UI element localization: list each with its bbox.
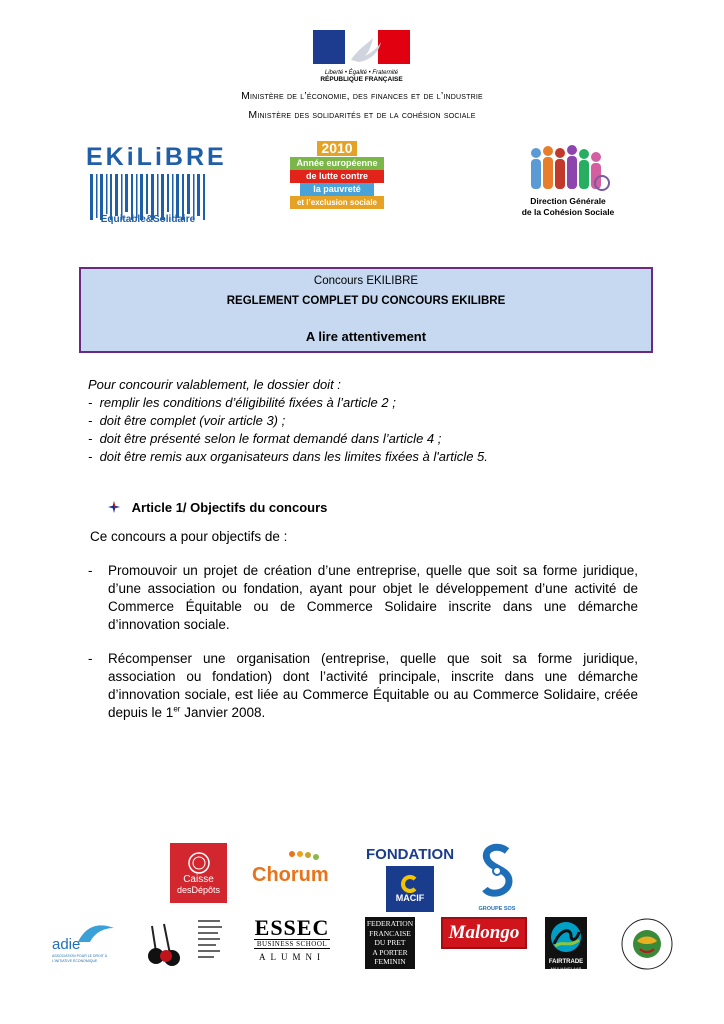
title-box [79, 267, 653, 353]
european-year-2010-logo [290, 141, 384, 211]
fondation-macif-logo [366, 846, 454, 916]
article-1-dash-2: - [88, 651, 93, 666]
ffpf-line: DU PRET [374, 938, 406, 947]
year-line-3: la pauvreté [300, 183, 374, 196]
article-1-item-2: Récompenser une organisation (entreprise, quelle que soit sa forme juridique, association ou fondation) dont l’activité principale, inscrite dans une démarche d’innovation sociale, est liée au Commerce Équitable ou au Commerce Solidaire, créée depuis le 1er Janvier 2008. [108, 651, 638, 720]
ffpf-line: FEDERATION [366, 919, 414, 928]
ekilibre-subtitle: Equitable&Solidaire [100, 214, 196, 225]
pfce-globe-icon [620, 917, 674, 971]
macif-block [386, 866, 434, 912]
dgcs-line-1: Direction Générale [530, 196, 606, 206]
people-group-icon [526, 145, 610, 191]
ministry-solidarites: Ministère des solidarités et de la cohésion sociale [248, 109, 476, 121]
fairtrade-logo [545, 917, 587, 969]
depots-text: desDépôts [176, 884, 221, 895]
marianne-logo [313, 30, 410, 83]
groupe-sos-text: GROUPE SOS [478, 906, 516, 912]
adie-wave-icon [76, 922, 116, 944]
ffpf-line: FRANCAISE [369, 928, 411, 938]
tricolour-flag [313, 30, 410, 64]
chorum-logo [252, 848, 336, 888]
malongo-text: Malongo [448, 922, 520, 943]
article-1-dash-1: - [88, 563, 93, 578]
essec-alumni: ALUMNI [259, 952, 325, 962]
adie-logo [52, 922, 118, 966]
four-point-star-icon [108, 501, 120, 513]
malongo-logo [441, 917, 527, 949]
essec-business-school: BUSINESS SCHOOL [254, 939, 330, 949]
cherries-icon [140, 918, 226, 968]
article-1-item-1: Promouvoir un projet de création d’une entreprise, quelle que soit sa forme juridique, d’une association ou fondation, ayant pour objet le développement d’une activité de Commerce Équitable ou de Commerce Solidaire inscrite dans une démarche d’innovation sociale. [108, 563, 638, 632]
ekilibre-title: EKiLiBRE [86, 143, 227, 171]
fondation-text: FONDATION [366, 846, 455, 863]
fairtrade-mark-icon [549, 920, 583, 954]
chorum-text: Chorum [252, 864, 329, 886]
essec-alumni-logo [254, 917, 330, 967]
intro-item: - doit être présenté selon le format demandé dans l’article 4 ; [88, 431, 442, 446]
sos-s-icon [477, 843, 517, 901]
macif-c-icon [401, 875, 419, 893]
ffpf-line: A PORTER [372, 947, 408, 957]
marianne-motto: Liberté • Égalité • Fraternité [324, 70, 399, 76]
article-1-title: Article 1/ Objectifs du concours [131, 500, 328, 515]
ffpf-logo [365, 917, 415, 969]
article-1-lead: Ce concours a pour objectifs de : [90, 529, 288, 544]
pfce-logo [620, 917, 674, 971]
caisse-text: Caisse [183, 873, 214, 885]
republique-francaise: RÉPUBLIQUE FRANÇAISE [320, 76, 403, 83]
year-2010: 2010 [317, 141, 356, 156]
cherry-logo [140, 918, 226, 968]
dgcs-line-2: de la Cohésion Sociale [521, 207, 615, 217]
dgcs-logo [518, 145, 618, 217]
intro-item: - remplir les conditions d’éligibilité fixées à l’article 2 ; [88, 395, 396, 410]
caisse-des-depots-logo [170, 843, 227, 903]
year-line-2: de lutte contre [290, 170, 384, 183]
year-line-4: et l’exclusion sociale [290, 196, 384, 209]
fairtrade-text: FAIRTRADE [548, 959, 584, 965]
ffpf-line: FEMININ [374, 957, 406, 966]
seal-icon [188, 852, 210, 874]
box-line-3: A lire attentivement [305, 329, 427, 344]
article-1-heading [108, 500, 327, 515]
box-line-1: Concours EKILIBRE [313, 275, 419, 287]
year-line-1: Année européenne [290, 157, 384, 170]
ministry-economie: Ministère de l’économie, des finances et de l’industrie [241, 90, 483, 102]
adie-text: adie [52, 936, 81, 953]
adie-subtitle: ASSOCIATION POUR LE DROIT À L'INITIATIVE ÉCONOMIQUE [52, 954, 108, 963]
groupe-sos-logo [475, 843, 519, 913]
intro-item: - doit être complet (voir article 3) ; [88, 413, 286, 428]
box-line-2: REGLEMENT COMPLET DU CONCOURS EKILIBRE [226, 295, 506, 307]
macif-text: MACIF [395, 893, 425, 903]
max-havelaar-text: MAX HAVELAAR [550, 966, 582, 971]
intro-lead: Pour concourir valablement, le dossier doit : [88, 377, 341, 392]
intro-item: - doit être remis aux organisateurs dans les limites fixées à l'article 5. [88, 449, 488, 464]
essec-text: ESSEC [254, 915, 330, 940]
ekilibre-logo [86, 143, 227, 240]
intro-conditions [88, 376, 488, 466]
